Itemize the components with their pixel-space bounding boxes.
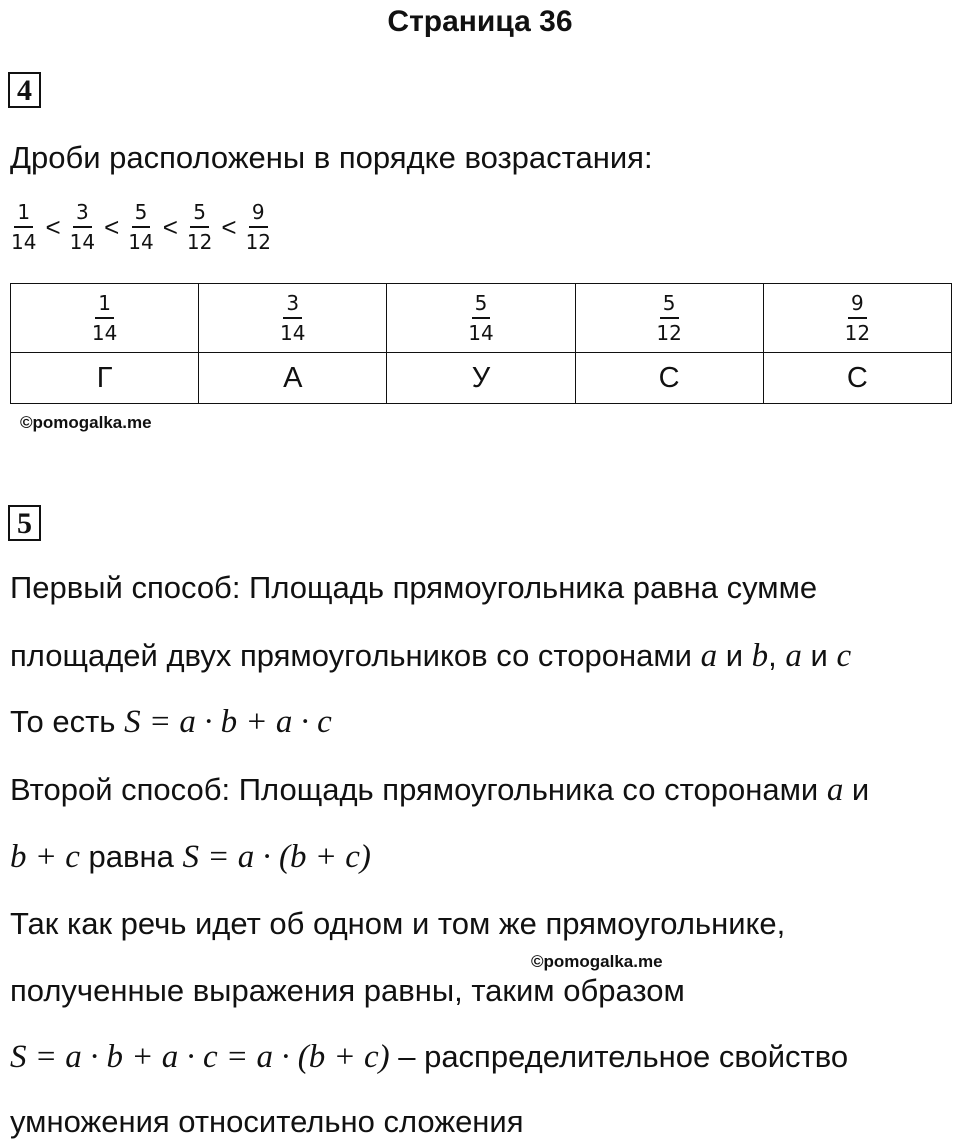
text: Второй способ: Площадь прямоугольника со сторонами bbox=[10, 772, 827, 807]
numerator: 5 bbox=[660, 291, 679, 319]
denominator: 12 bbox=[844, 321, 871, 345]
watermark: ©pomogalka.me bbox=[20, 413, 152, 432]
fraction-letter-table bbox=[10, 283, 952, 404]
text: и bbox=[801, 638, 837, 673]
denominator: 14 bbox=[91, 321, 118, 345]
less-than-sign: < bbox=[104, 211, 120, 242]
watermark: ©pomogalka.me bbox=[531, 952, 663, 971]
table-cell bbox=[575, 284, 763, 353]
task5-line-2 bbox=[10, 636, 851, 676]
fraction bbox=[277, 291, 308, 345]
text: и bbox=[843, 772, 870, 807]
task5-line-1: Первый способ: Площадь прямоугольника равна сумме bbox=[10, 570, 818, 605]
task5-line-3 bbox=[10, 702, 332, 742]
fraction bbox=[243, 200, 274, 254]
task5-line-7: полученные выражения равны, таким образом bbox=[10, 973, 685, 1008]
fraction-inequality bbox=[8, 200, 274, 254]
less-than-sign: < bbox=[162, 211, 178, 242]
text: равна bbox=[79, 839, 183, 874]
task-number-4: 4 bbox=[8, 72, 41, 108]
text: – распределительное свойство bbox=[389, 1039, 849, 1074]
fraction bbox=[8, 200, 39, 254]
table-cell bbox=[11, 284, 199, 353]
numerator: 3 bbox=[73, 200, 92, 228]
fraction bbox=[125, 200, 156, 254]
table-cell-letter: С bbox=[763, 353, 951, 404]
numerator: 3 bbox=[283, 291, 302, 319]
table-row-fractions bbox=[11, 284, 952, 353]
numerator: 9 bbox=[249, 200, 268, 228]
variable: a bbox=[700, 638, 718, 674]
denominator: 14 bbox=[468, 321, 494, 345]
task5-line-4 bbox=[10, 770, 869, 810]
denominator: 12 bbox=[656, 321, 682, 345]
text: площадей двух прямоугольников со сторонами bbox=[10, 638, 701, 673]
denominator: 12 bbox=[186, 230, 213, 254]
task5-line-5 bbox=[10, 837, 371, 877]
variable: b bbox=[751, 638, 769, 674]
table-row-letters bbox=[11, 353, 952, 404]
table-cell-letter: У bbox=[387, 353, 575, 404]
variable: c bbox=[836, 638, 852, 674]
table-cell-letter: Г bbox=[11, 353, 199, 404]
variable: a bbox=[826, 772, 844, 808]
text: и bbox=[717, 638, 752, 673]
numerator: 5 bbox=[472, 291, 491, 319]
table-cell bbox=[199, 284, 387, 353]
task5-line-8 bbox=[10, 1037, 848, 1077]
denominator: 14 bbox=[128, 230, 154, 254]
denominator: 14 bbox=[280, 321, 306, 345]
variable: a bbox=[785, 638, 802, 674]
denominator: 14 bbox=[69, 230, 96, 254]
less-than-sign: < bbox=[45, 211, 61, 242]
fraction bbox=[89, 291, 120, 345]
formula: S = a · b + a · c = a · (b + c) bbox=[10, 1039, 390, 1075]
text: , bbox=[768, 638, 786, 673]
fraction bbox=[842, 291, 873, 345]
text: То есть bbox=[10, 704, 125, 739]
formula: S = a · b + a · c bbox=[124, 704, 332, 740]
table-cell bbox=[763, 284, 951, 353]
numerator: 5 bbox=[190, 200, 209, 228]
fraction bbox=[67, 200, 98, 254]
less-than-sign: < bbox=[221, 211, 237, 242]
task5-line-6: Так как речь идет об одном и том же прямоугольнике, bbox=[10, 906, 786, 941]
page-title: Страница 36 bbox=[387, 5, 573, 38]
numerator: 5 bbox=[132, 200, 151, 228]
fraction bbox=[465, 291, 496, 345]
numerator: 9 bbox=[848, 291, 867, 319]
table-cell bbox=[387, 284, 575, 353]
formula: b + c bbox=[10, 839, 80, 875]
denominator: 12 bbox=[245, 230, 272, 254]
task4-intro: Дроби расположены в порядке возрастания: bbox=[10, 140, 653, 175]
numerator: 1 bbox=[14, 200, 33, 228]
table-cell-letter: С bbox=[575, 353, 763, 404]
task5-line-9: умножения относительно сложения bbox=[10, 1104, 524, 1139]
numerator: 1 bbox=[95, 291, 114, 319]
fraction bbox=[184, 200, 215, 254]
table-cell-letter: А bbox=[199, 353, 387, 404]
task-number-5: 5 bbox=[8, 505, 41, 541]
formula: S = a · (b + c) bbox=[182, 839, 371, 875]
fraction bbox=[653, 291, 684, 345]
denominator: 14 bbox=[11, 230, 37, 254]
